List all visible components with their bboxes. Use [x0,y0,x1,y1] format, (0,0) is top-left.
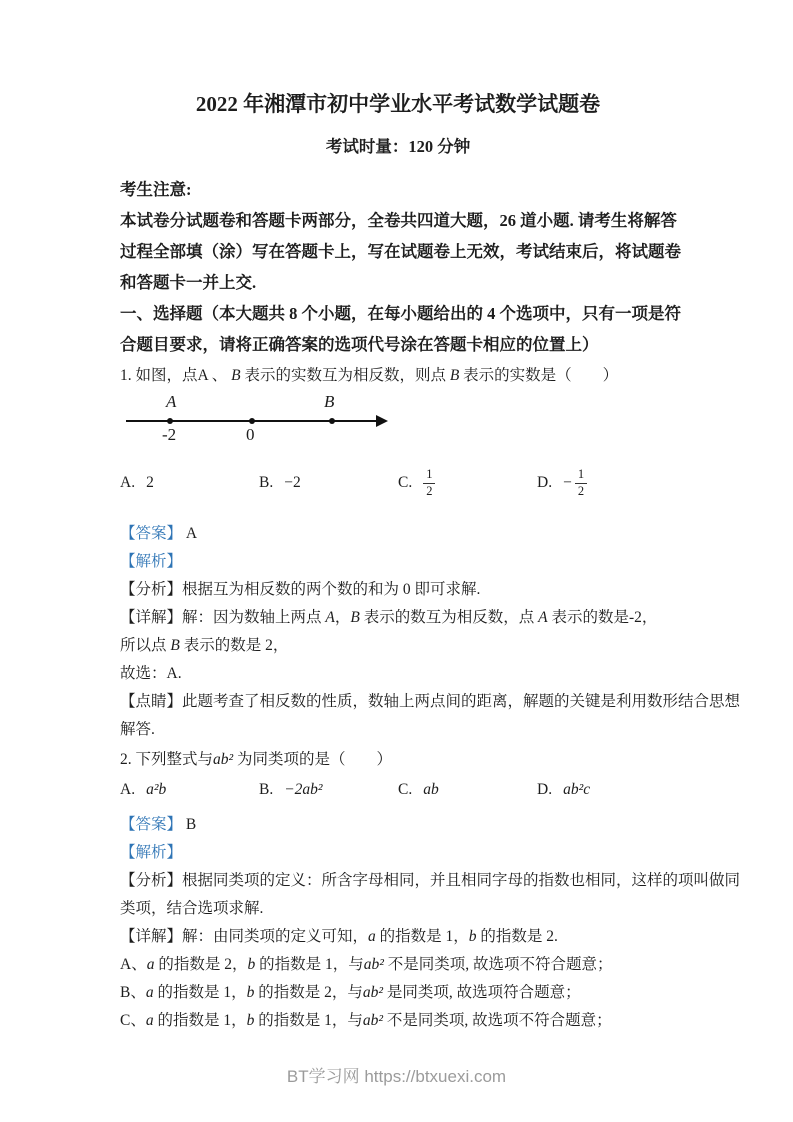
option-label: A. [120,781,136,798]
option-value: a²b [146,781,167,798]
q2-option-c [398,775,537,805]
option-value: −2ab² [284,781,323,798]
point-dot-a [167,418,173,424]
fraction-numerator: 1 [575,467,587,484]
q2-option-d [537,775,676,805]
q2-case-a-line: A、a 的指数是 2，b 的指数是 1，与ab² 不是同类项, 故选项不符合题意； [120,956,613,973]
option-value: ab²c [563,781,591,798]
minus-sign: − [563,474,572,491]
notice-line: 本试卷分试题卷和答题卡两部分，全卷共四道大题，26 道小题. 请考生将解答 [120,211,677,230]
option-label: C. [398,474,413,491]
q2-detail-line: 【详解】解：由同类项的定义可知，a 的指数是 1，b 的指数是 2. [120,928,558,945]
fraction-denominator: 2 [426,483,433,498]
q2-answer-line: 【答案】 B [120,816,197,833]
q2-option-a [120,775,259,805]
notice-line: 过程全部填（涂）写在答题卡上，写在试题卷上无效，考试结束后，将试题卷 [120,242,681,261]
q1-option-c [398,467,537,499]
q1-option-a [120,474,259,492]
q1-remark-line: 【点睛】此题考查了相反数的性质，数轴上两点间的距离，解题的关键是利用数形结合思想 [120,693,741,710]
point-dot-origin [249,418,255,424]
option-label: B. [259,474,274,491]
fraction-numerator: 1 [423,467,435,484]
q2-options-row [120,775,676,805]
page-title: 2022 年湘潭市初中学业水平考试数学试题卷 [195,92,601,116]
option-label: A. [120,474,136,491]
q1-jiexi-line: 【解析】 [120,553,183,570]
point-dot-b [329,418,335,424]
q2-analysis-line: 【分析】根据同类项的定义：所含字母相同，并且相同字母的指数也相同，这样的项叫做同 [120,872,741,889]
tick-label-zero: 0 [246,425,255,444]
section-heading-line: 一、选择题（本大题共 8 个小题，在每小题给出的 4 个选项中，只有一项是符 [120,304,681,323]
notice-line: 和答题卡一并上交. [120,273,257,292]
tick-label-minus2: -2 [162,425,177,444]
option-label: D. [537,474,553,491]
q2-analysis-line: 类项，结合选项求解. [120,900,264,917]
axis-arrow-icon [376,415,388,427]
option-value: −2 [284,474,301,491]
q2-case-c-line: C、a 的指数是 1，b 的指数是 1，与ab² 不是同类项, 故选项不符合题意； [120,1012,612,1029]
footer-watermark: BT学习网 https://btxuexi.com [286,1067,507,1086]
q2-stem: 2. 下列整式与ab² 为同类项的是（ ） [120,751,393,768]
exam-duration: 考试时量：120 分钟 [325,137,471,156]
fraction [575,467,587,499]
q1-option-b [259,474,398,492]
q1-detail-line: 所以点 B 表示的数是 2， [120,637,289,654]
option-label: D. [537,781,553,798]
q1-stem: 1. 如图，点A 、 B 表示的实数互为相反数，则点 B 表示的实数是（ ） [120,367,619,384]
q1-options-row [120,460,676,506]
fraction-denominator: 2 [577,483,585,498]
q1-option-d [537,467,676,499]
fraction [423,467,435,499]
section-heading-line: 合题目要求，请将正确答案的选项代号涂在答题卡相应的位置上） [120,335,599,354]
q1-remark-line: 解答. [120,721,155,738]
option-value: 2 [146,474,154,491]
option-label: C. [398,781,413,798]
q1-analysis-line: 【分析】根据互为相反数的两个数的和为 0 即可求解. [120,581,481,598]
q2-option-b [259,775,398,805]
number-line-figure [126,394,406,452]
notice-heading: 考生注意: [120,180,192,199]
q1-detail-line: 【详解】解：因为数轴上两点 A，B 表示的数互为相反数，点 A 表示的数是-2， [120,609,658,626]
q2-case-b-line: B、a 的指数是 1，b 的指数是 2，与ab² 是同类项, 故选项符合题意； [120,984,581,1001]
q1-conclusion-line: 故选：A. [120,665,182,682]
option-value: ab [423,781,439,798]
option-label: B. [259,781,274,798]
point-label-a: A [166,392,177,411]
q1-answer-line: 【答案】 A [120,525,198,542]
point-label-b: B [324,392,335,411]
q2-jiexi-line: 【解析】 [120,844,183,861]
